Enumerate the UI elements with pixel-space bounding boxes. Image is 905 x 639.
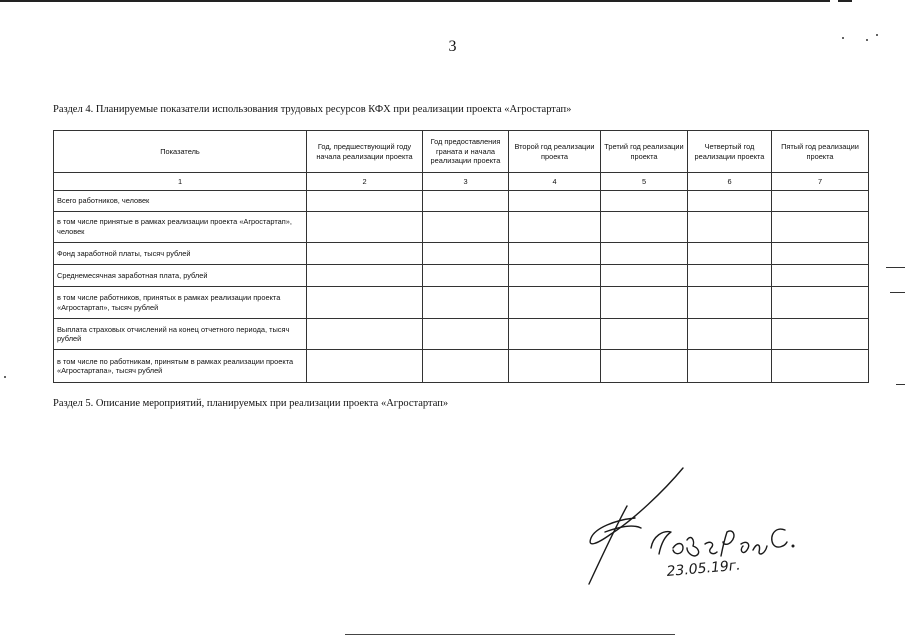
table-cell — [688, 318, 772, 349]
table-cell — [601, 191, 688, 212]
scan-speck — [4, 376, 6, 378]
signature-stroke — [651, 532, 671, 554]
table-cell — [423, 265, 509, 287]
table-row — [54, 318, 869, 349]
header-fifth-year: Пятый год реализации проекта — [772, 131, 869, 173]
section-4-heading: Раздел 4. Планируемые показатели использования трудовых ресурсов КФХ при реализации проекта «Агростартап» — [53, 104, 572, 115]
table-row — [54, 287, 869, 318]
table-cell — [423, 242, 509, 264]
table-cell — [423, 318, 509, 349]
row-label: Фонд заработной платы, тысяч рублей — [54, 242, 307, 264]
signature-stroke — [673, 531, 767, 556]
table-cell — [307, 287, 423, 318]
table-cell — [307, 191, 423, 212]
row-label: в том числе работников, принятых в рамках реализации проекта «Агростартап», тысяч рублей — [54, 287, 307, 318]
row-label: Среднемесячная заработная плата, рублей — [54, 265, 307, 287]
column-number: 7 — [772, 173, 869, 191]
table-cell — [307, 318, 423, 349]
table-cell — [601, 242, 688, 264]
column-number-row — [54, 173, 869, 191]
table-cell — [307, 212, 423, 242]
table-row — [54, 242, 869, 264]
scan-top-dash — [838, 0, 852, 2]
signature-date: 23.05.19г. — [665, 557, 742, 580]
signature-stroke — [589, 506, 627, 584]
table-cell — [509, 242, 601, 264]
handwritten-signature — [575, 462, 805, 592]
signature-stroke — [590, 468, 683, 544]
table-cell — [307, 265, 423, 287]
table-cell — [601, 287, 688, 318]
scan-speck — [876, 34, 878, 36]
row-label: Всего работников, человек — [54, 191, 307, 212]
table-cell — [772, 191, 869, 212]
table-cell — [423, 287, 509, 318]
row-label: Выплата страховых отчислений на конец отчетного периода, тысяч рублей — [54, 318, 307, 349]
column-number: 2 — [307, 173, 423, 191]
row-label: в том числе по работникам, принятым в рамках реализации проекта «Агростартапа», тысяч рублей — [54, 350, 307, 383]
section-5-heading: Раздел 5. Описание мероприятий, планируемых при реализации проекта «Агростартап» — [53, 398, 449, 409]
column-number: 1 — [54, 173, 307, 191]
table-cell — [772, 212, 869, 242]
header-second-year: Второй год реализации проекта — [509, 131, 601, 173]
table-cell — [509, 191, 601, 212]
table-row — [54, 265, 869, 287]
row-label: в том числе принятые в рамках реализации проекта «Агростартап», человек — [54, 212, 307, 242]
scan-top-border — [0, 0, 830, 2]
table-cell — [509, 350, 601, 383]
header-fourth-year: Четвертый год реализации проекта — [688, 131, 772, 173]
table-cell — [601, 350, 688, 383]
table-cell — [688, 287, 772, 318]
scan-bottom-border — [345, 634, 675, 635]
table-row — [54, 350, 869, 383]
table-row — [54, 191, 869, 212]
signature-stroke — [605, 526, 641, 532]
table-cell — [509, 287, 601, 318]
header-year-before: Год, предшествующий году начала реализации проекта — [307, 131, 423, 173]
table-cell — [509, 212, 601, 242]
table-cell — [601, 265, 688, 287]
table-cell — [688, 350, 772, 383]
labor-resources-table — [53, 130, 869, 383]
header-third-year: Третий год реализации проекта — [601, 131, 688, 173]
table-cell — [423, 212, 509, 242]
table-cell — [688, 265, 772, 287]
margin-mark-right-1 — [886, 267, 905, 268]
table-cell — [772, 287, 869, 318]
table-header-row — [54, 131, 869, 173]
header-indicator: Показатель — [54, 131, 307, 173]
table-cell — [688, 212, 772, 242]
table-cell — [307, 242, 423, 264]
table-row — [54, 212, 869, 242]
table-cell — [688, 242, 772, 264]
header-grant-year: Год предоставления граната и начала реализации проекта — [423, 131, 509, 173]
table-cell — [772, 265, 869, 287]
margin-mark-right-2 — [890, 292, 905, 293]
signature-stroke — [772, 529, 787, 547]
table-cell — [688, 191, 772, 212]
column-number: 4 — [509, 173, 601, 191]
margin-mark-right-3 — [896, 384, 905, 385]
table-cell — [509, 265, 601, 287]
table-cell — [509, 318, 601, 349]
column-number: 3 — [423, 173, 509, 191]
table-cell — [423, 191, 509, 212]
table-cell — [601, 318, 688, 349]
page-number: 3 — [448, 38, 457, 55]
table-cell — [601, 212, 688, 242]
column-number: 5 — [601, 173, 688, 191]
table-cell — [772, 350, 869, 383]
table-cell — [307, 350, 423, 383]
signature-stroke — [792, 545, 794, 547]
table-cell — [423, 350, 509, 383]
table-cell — [772, 242, 869, 264]
column-number: 6 — [688, 173, 772, 191]
table-cell — [772, 318, 869, 349]
